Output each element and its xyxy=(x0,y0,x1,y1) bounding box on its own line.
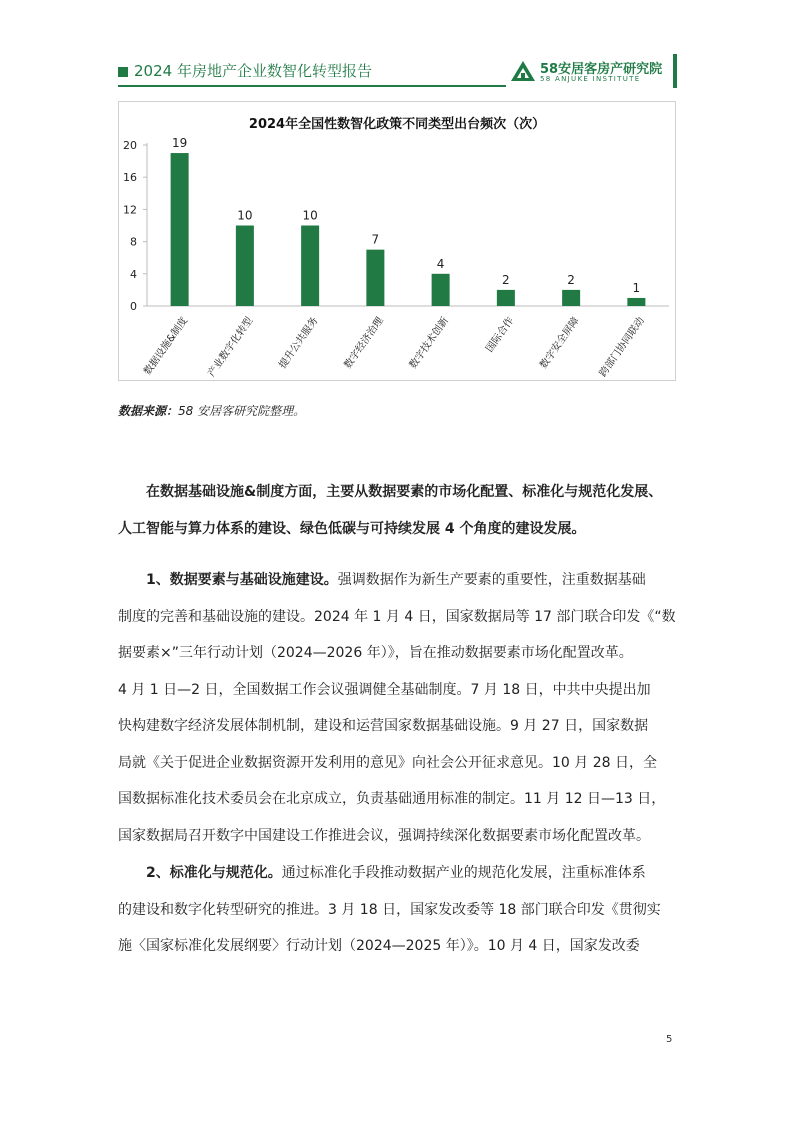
section-2-line: 的建设和数字化转型研究的推进。3 月 18 日，国家发改委等 18 部门联合印发《贯彻实 xyxy=(118,901,661,918)
section-1-line: 4 月 1 日—2 日，全国数据工作会议强调健全基础制度。7 月 18 日，中共中央提出加 xyxy=(118,681,651,698)
policy-chart xyxy=(118,101,676,381)
data-label: 2 xyxy=(567,272,575,287)
data-label: 4 xyxy=(436,256,445,271)
intro-line: 在数据基础设施&制度方面，主要从数据要素的市场化配置、标准化与规范化发展、 xyxy=(146,484,663,500)
bar xyxy=(171,153,189,306)
bar xyxy=(366,250,384,306)
data-label: 7 xyxy=(371,232,380,247)
report-title: 2024 年房地产企业数智化转型报告 xyxy=(134,62,372,80)
section-1-line: 国家数据局召开数字中国建设工作推进会议，强调持续深化数据要素市场化配置改革。 xyxy=(118,827,650,844)
bar-chart-svg xyxy=(119,102,675,380)
section-2-line: 施〈国家标准化发展纲要〉行动计划（2024—2025 年）》。10 月 4 日，国家发改委 xyxy=(118,938,640,954)
y-tick-label: 8 xyxy=(130,235,137,249)
chart-title: 2024年全国性数智化政策不同类型出台频次（次） xyxy=(248,117,546,132)
section-2-first-text: 通过标准化手段推动数据产业的规范化发展，注重标准体系 xyxy=(281,865,646,881)
anjuke-logo-icon xyxy=(510,60,536,82)
bar xyxy=(236,226,254,307)
logo xyxy=(510,56,678,90)
category-label: 跨部门协同联动 xyxy=(597,315,647,380)
page-header xyxy=(118,56,678,90)
section-1-line: 局就《关于促进企业数据资源开发利用的意见》向社会公开征求意见。10 月 28 日，全 xyxy=(118,754,657,771)
intro-paragraph xyxy=(118,474,676,547)
data-source xyxy=(118,402,305,419)
section-1-line: 快构建数字经济发展体制机制，建设和运营国家数据基础设施。9 月 27 日，国家数据 xyxy=(118,718,649,734)
y-tick-label: 20 xyxy=(123,139,137,152)
logo-bar xyxy=(673,54,677,88)
category-label: 数字经济治理 xyxy=(342,315,386,371)
section-1-first-line xyxy=(118,562,676,599)
data-label: 10 xyxy=(302,208,318,223)
section-1-paragraph xyxy=(118,562,676,854)
intro-line: 人工智能与算力体系的建设、绿色低碳与可持续发展 4 个角度的建设发展。 xyxy=(118,520,586,537)
bar xyxy=(301,226,319,307)
section-1-lead: 1、数据要素与基础设施建设。 xyxy=(146,572,338,588)
bar xyxy=(432,274,450,306)
bar xyxy=(627,298,645,306)
section-1-line: 据要素×”三年行动计划（2024—2026 年）》，旨在推动数据要素市场化配置改革。 xyxy=(118,645,633,661)
section-1-line: 国数据标准化技术委员会在北京成立，负责基础通用标准的制定。11 月 12 日—13 日， xyxy=(118,791,666,807)
data-label: 19 xyxy=(171,136,188,151)
bar xyxy=(497,290,515,306)
category-label: 数字技术创新 xyxy=(407,315,452,371)
header-square-icon xyxy=(118,67,128,77)
data-label: 2 xyxy=(502,272,510,287)
category-label: 数据设施&制度 xyxy=(142,315,191,378)
category-label: 数字安全屏障 xyxy=(538,315,582,371)
category-label: 提升公共服务 xyxy=(277,315,321,371)
section-2-lead: 2、标准化与规范化。 xyxy=(146,865,282,881)
y-tick-label: 4 xyxy=(130,267,137,281)
category-label: 产业数字化转型 xyxy=(206,315,256,380)
bar xyxy=(562,290,580,306)
data-label: 10 xyxy=(237,208,253,223)
logo-text-cn: 58安居客房产研究院 xyxy=(540,62,663,77)
y-tick-label: 0 xyxy=(130,300,137,313)
header-rule xyxy=(118,85,506,87)
source-label: 数据来源： xyxy=(118,404,179,418)
y-tick-label: 12 xyxy=(123,203,137,217)
source-text: 58 安居客研究院整理。 xyxy=(178,404,306,418)
data-label: 1 xyxy=(632,280,641,295)
section-1-line: 制度的完善和基础设施的建设。2024 年 1 月 4 日，国家数据局等 17 部门联合印发《“数 xyxy=(118,608,676,625)
y-tick-label: 16 xyxy=(123,171,137,185)
section-2-first-line xyxy=(118,855,676,892)
logo-text-en: 58 ANJUKE INSTITUTE xyxy=(540,75,641,83)
section-1-first-text: 强调数据作为新生产要素的重要性，注重数据基础 xyxy=(337,572,646,588)
category-label: 国际合作 xyxy=(484,315,517,355)
section-2-paragraph xyxy=(118,855,676,965)
page-number: 5 xyxy=(666,1034,673,1045)
